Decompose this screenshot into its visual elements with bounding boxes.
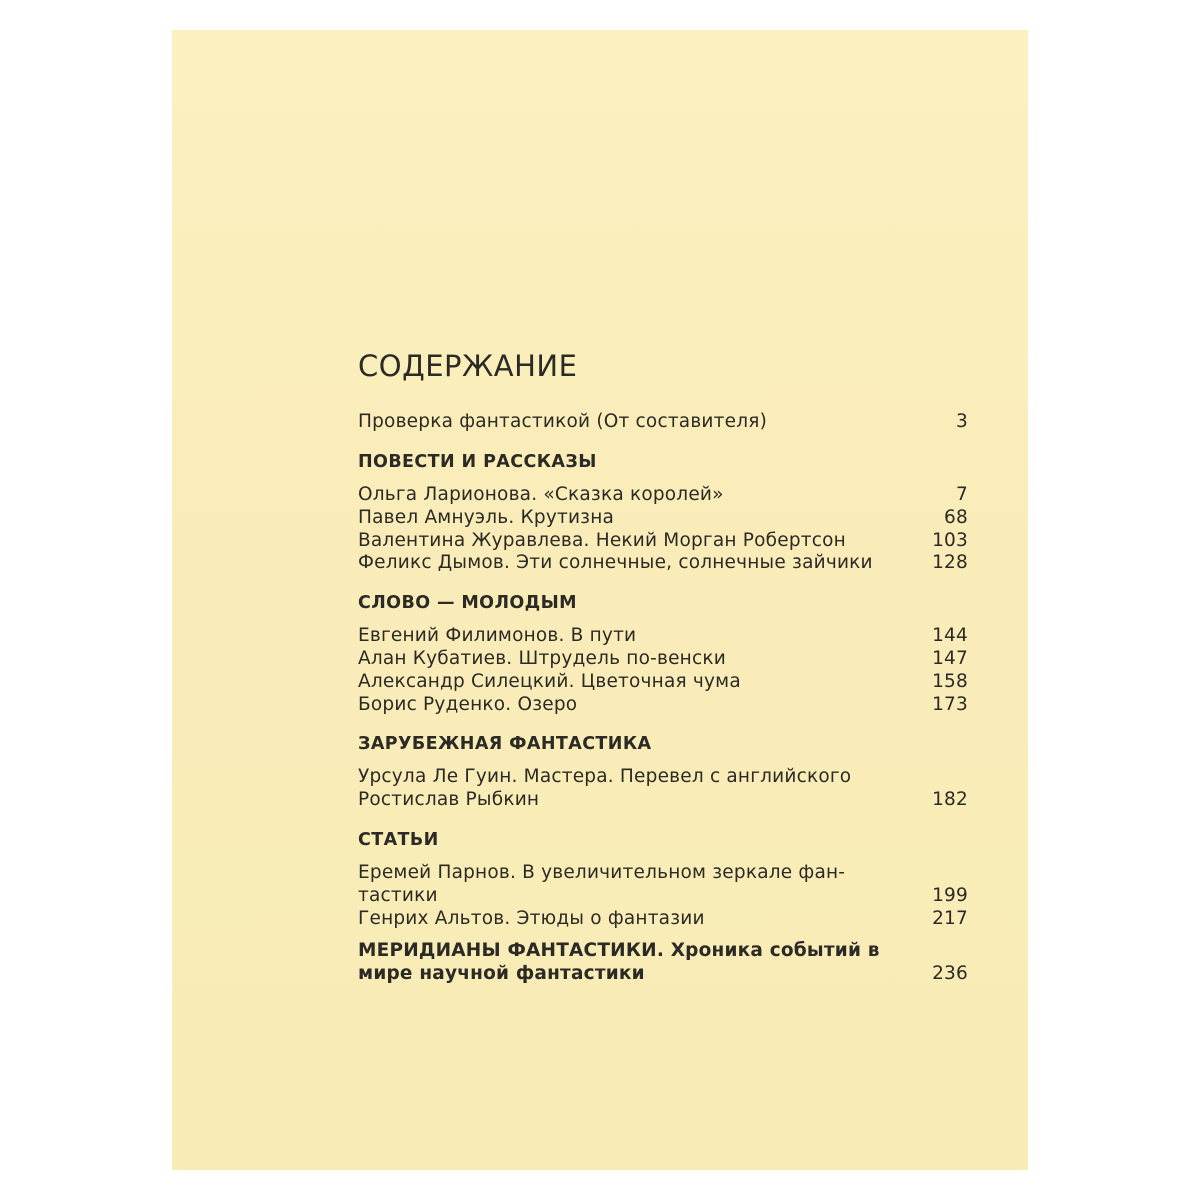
toc-entry — [358, 671, 968, 694]
toc-entry-page: 68 — [944, 506, 968, 528]
section-heading-young: СЛОВО — МОЛОДЫМ — [358, 593, 577, 614]
toc-entry-page: 182 — [932, 789, 968, 811]
toc-entry-page: 147 — [932, 647, 968, 669]
section-heading-stories: ПОВЕСТИ И РАССКАЗЫ — [358, 452, 597, 472]
toc-entry-text: МЕРИДИАНЫ ФАНТАСТИКИ. Хроника событий в — [358, 940, 880, 962]
toc-entry-text: Борис Руденко. Озеро — [358, 693, 578, 715]
toc-entry-text: Павел Амнуэль. Крутизна — [358, 506, 615, 528]
toc-entry — [358, 530, 968, 553]
toc-entry-page: 7 — [956, 484, 968, 505]
toc-entry — [358, 484, 968, 507]
toc-entry-text: Алан Кубатиев. Штрудель по-венски — [358, 647, 726, 669]
toc-entry-line — [358, 885, 968, 908]
toc-entry — [358, 694, 968, 717]
toc-entry-line — [358, 862, 968, 885]
toc-entry-text: Ольга Ларионова. «Сказка королей» — [358, 484, 724, 505]
toc-entry-page: 158 — [932, 670, 968, 692]
toc-entry-page: 3 — [956, 411, 968, 432]
toc-entry — [358, 648, 968, 671]
toc-entry-page: 173 — [932, 693, 968, 715]
toc-entry-text: Урсула Ле Гуин. Мастера. Перевел с английского — [358, 766, 852, 788]
toc-entry-meridians-line — [358, 940, 968, 963]
section-heading-foreign: ЗАРУБЕЖНАЯ ФАНТАСТИКА — [358, 734, 652, 755]
toc-entry-page: 236 — [932, 963, 968, 985]
page-title: СОДЕРЖАНИЕ — [358, 349, 578, 383]
toc-entry-text: Еремей Парнов. В увеличительном зеркале фан- — [358, 861, 846, 883]
toc-entry-text: тастики — [358, 884, 438, 906]
toc-entry-text: мире научной фантастики — [358, 963, 645, 985]
toc-entry-text: Ростислав Рыбкин — [358, 789, 540, 811]
toc-entry-page: 199 — [932, 884, 968, 906]
toc-entry — [358, 507, 968, 530]
toc-entry-text: Проверка фантастикой (От составителя) — [358, 411, 767, 432]
toc-entry-text: Генрих Альтов. Этюды о фантазии — [358, 907, 705, 929]
toc-entry — [358, 625, 968, 648]
section-heading-articles: СТАТЬИ — [358, 829, 439, 850]
toc-entry-page: 217 — [932, 907, 968, 929]
toc-entry-page: 144 — [932, 625, 968, 647]
toc-entry-intro — [358, 410, 968, 434]
toc-entry-text: Евгений Филимонов. В пути — [358, 625, 637, 647]
book-page — [172, 30, 1028, 1170]
toc-entry-page: 128 — [932, 552, 968, 574]
table-of-contents — [358, 348, 968, 986]
toc-entry-text: Валентина Журавлева. Некий Морган Робертсон — [358, 529, 846, 551]
toc-entry — [358, 908, 968, 931]
toc-entry — [358, 552, 968, 575]
toc-entry-line — [358, 789, 968, 812]
toc-entry-text: Феликс Дымов. Эти солнечные, солнечные зайчики — [358, 552, 873, 574]
toc-entry-meridians-line — [358, 963, 968, 986]
toc-entry-line — [358, 766, 968, 789]
toc-entry-text: Александр Силецкий. Цветочная чума — [358, 670, 741, 692]
toc-entry-page: 103 — [932, 529, 968, 551]
